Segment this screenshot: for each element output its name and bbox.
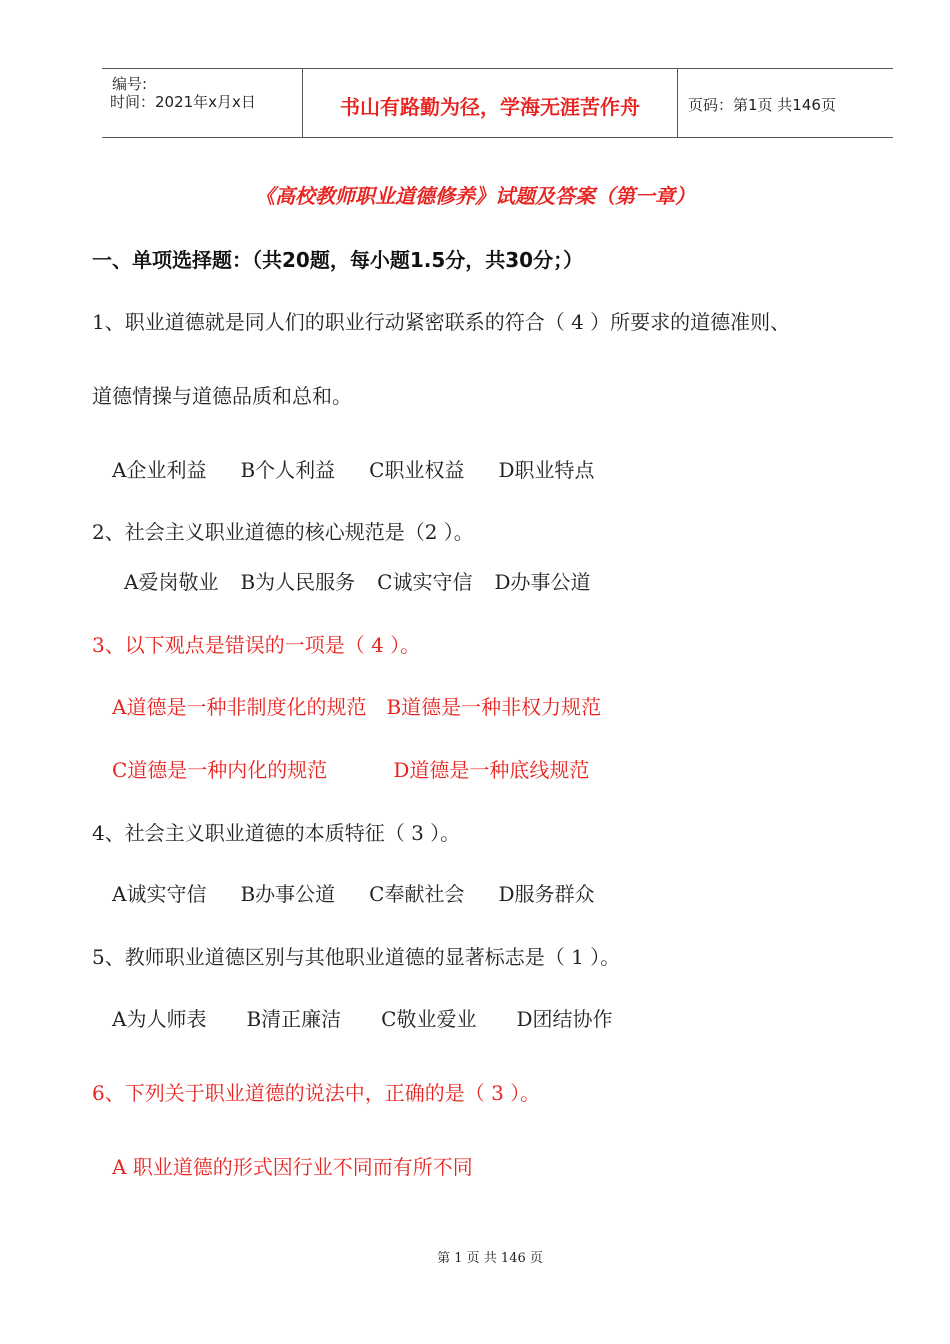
option-c: C奉献社会 xyxy=(369,882,465,906)
question-4-stem: 4、社会主义职业道德的本质特征（ 3 ）。 xyxy=(92,821,461,845)
header-info-cell xyxy=(102,69,303,137)
option-a: A为人师表 xyxy=(112,1007,207,1031)
question-3-options-row1 xyxy=(112,691,635,720)
document-number-label: 编号: xyxy=(112,75,148,93)
question-2-options xyxy=(124,566,625,595)
header-motto-cell xyxy=(303,69,678,137)
option-d: D服务群众 xyxy=(498,882,595,906)
option-b: B道德是一种非权力规范 xyxy=(386,695,602,719)
question-6-stem: 6、下列关于职业道德的说法中，正确的是（ 3 ）。 xyxy=(92,1081,541,1105)
question-5-stem: 5、教师职业道德区别与其他职业道德的显著标志是（ 1 ）。 xyxy=(92,945,621,969)
question-1-stem-line2: 道德情操与道德品质和总和。 xyxy=(92,384,352,408)
option-c: C诚实守信 xyxy=(377,570,473,594)
option-d: D办事公道 xyxy=(494,570,591,594)
question-1-stem-line1: 1、职业道德就是同人们的职业行动紧密联系的符合（ 4 ）所要求的道德准则、 xyxy=(92,310,791,334)
question-3-stem: 3、以下观点是错误的一项是（ 4 ）。 xyxy=(92,633,421,657)
document-time-label: 时间：2021年x月x日 xyxy=(110,93,256,111)
option-a: A企业利益 xyxy=(112,458,207,482)
option-d: D团结协作 xyxy=(516,1007,613,1031)
option-a: A诚实守信 xyxy=(112,882,207,906)
option-c: C职业权益 xyxy=(369,458,465,482)
option-c: C敬业爱业 xyxy=(381,1007,477,1031)
option-a: A爱岗敬业 xyxy=(124,570,219,594)
option-b: B办事公道 xyxy=(240,882,336,906)
option-b: B为人民服务 xyxy=(240,570,356,594)
question-3-options-row2 xyxy=(112,754,623,783)
question-5-options xyxy=(112,1003,647,1032)
option-d: D道德是一种底线规范 xyxy=(393,758,590,782)
question-4-options xyxy=(112,878,629,907)
option-c: C道德是一种内化的规范 xyxy=(112,758,328,782)
option-a: A道德是一种非制度化的规范 xyxy=(112,695,367,719)
header-page-label: 页码：第1页 共146页 xyxy=(688,96,836,114)
question-6-option-a: A 职业道德的形式因行业不同而有所不同 xyxy=(112,1155,473,1179)
section-title: 一、单项选择题：（共20题，每小题1.5分，共30分；） xyxy=(92,248,584,272)
option-d: D职业特点 xyxy=(498,458,595,482)
document-header xyxy=(102,68,893,138)
page-footer: 第 1 页 共 146 页 xyxy=(437,1251,543,1266)
document-title: 《高校教师职业道德修养》试题及答案（第一章） xyxy=(255,184,695,208)
option-b: B清正廉洁 xyxy=(246,1007,342,1031)
question-1-options xyxy=(112,454,629,483)
header-page-cell xyxy=(678,69,893,137)
header-motto: 书山有路勤为径，学海无涯苦作舟 xyxy=(340,95,640,119)
question-2-stem: 2、社会主义职业道德的核心规范是（2 ）。 xyxy=(92,520,474,544)
option-b: B个人利益 xyxy=(240,458,336,482)
